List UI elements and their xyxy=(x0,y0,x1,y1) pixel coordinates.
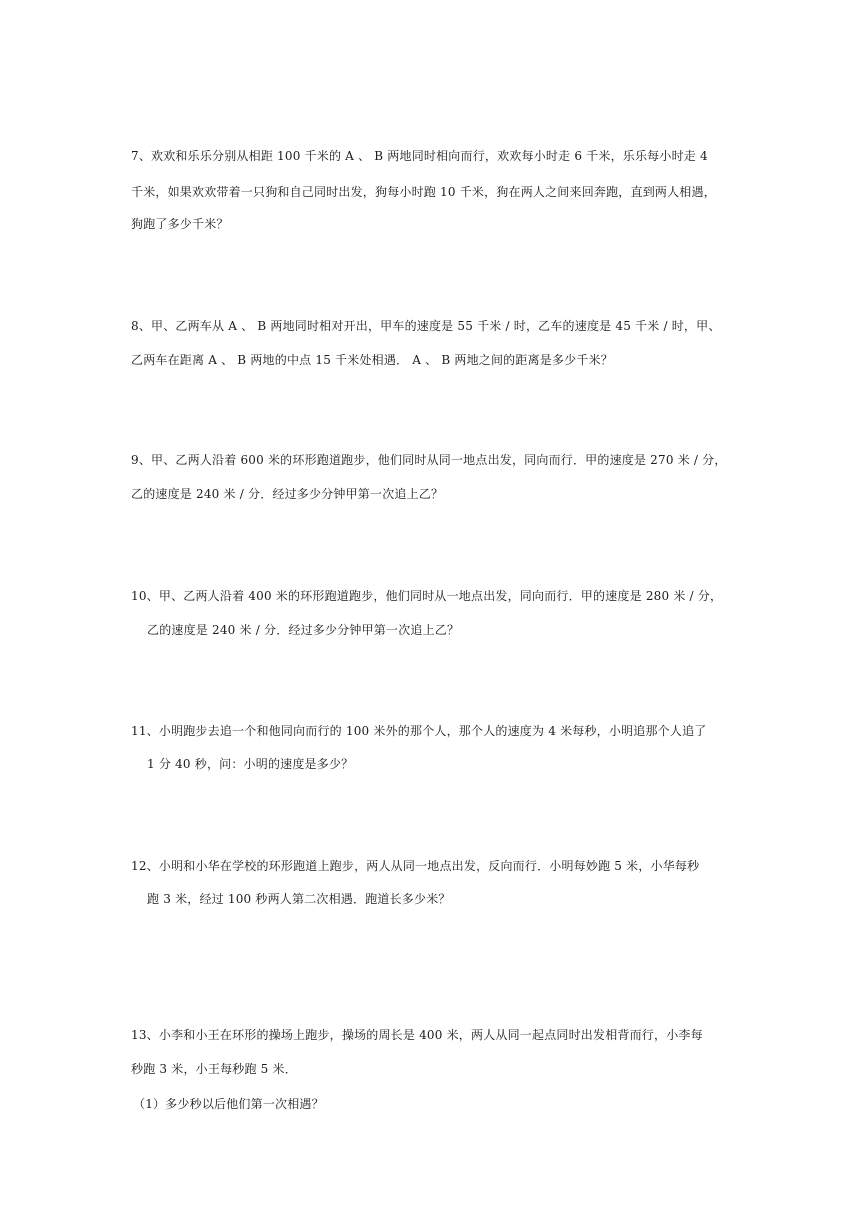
problem-13-line-1: 13、小李和小王在环形的操场上跑步，操场的周长是 400 米，两人从同一起点同时出发相背而行，小李每 xyxy=(131,1028,703,1042)
problem-10-line-2: 乙的速度是 240 米 / 分．经过多少分钟甲第一次追上乙？ xyxy=(147,623,460,637)
problem-12-line-1: 12、小明和小华在学校的环形跑道上跑步，两人从同一地点出发，反向而行．小明每妙跑 5 米，小华每秒 xyxy=(131,859,700,873)
problem-9-line-1: 9、甲、乙两人沿着 600 米的环形跑道跑步，他们同时从同一地点出发，同向而行．甲的速度是 270 米 / 分， xyxy=(131,453,727,467)
problem-11-line-2: 1 分 40 秒，问：小明的速度是多少？ xyxy=(147,757,354,771)
problem-8-line-2: 乙两车在距离 A 、 B 两地的中点 15 千米处相遇． A 、 B 两地之间的距离是多少千米？ xyxy=(131,353,613,367)
problem-7-line-3: 狗跑了多少千米？ xyxy=(131,217,229,231)
problem-11-line-1: 11、小明跑步去追一个和他同向而行的 100 米外的那个人，那个人的速度为 4 米每秒，小明追那个人追了 xyxy=(131,724,707,738)
problem-8-line-1: 8、甲、乙两车从 A 、 B 两地同时相对开出，甲车的速度是 55 千米 / 时，乙车的速度是 45 千米 / 时，甲、 xyxy=(131,319,721,333)
problem-7-line-1: 7、欢欢和乐乐分别从相距 100 千米的 A 、 B 两地同时相向而行，欢欢每小时走 6 千米，乐乐每小时走 4 xyxy=(131,149,708,163)
problem-13-subquestion-1: （1）多少秒以后他们第一次相遇？ xyxy=(133,1097,324,1111)
problem-9-line-2: 乙的速度是 240 米 / 分．经过多少分钟甲第一次追上乙？ xyxy=(131,487,444,501)
problem-12-line-2: 跑 3 米，经过 100 秒两人第二次相遇．跑道长多少米？ xyxy=(147,892,451,906)
problem-7-line-2: 千米，如果欢欢带着一只狗和自己同时出发，狗每小时跑 10 千米，狗在两人之间来回奔跑，直到两人相遇， xyxy=(131,185,716,199)
problem-13-line-2: 秒跑 3 米，小王每秒跑 5 米． xyxy=(131,1062,297,1076)
problem-10-line-1: 10、甲、乙两人沿着 400 米的环形跑道跑步，他们同时从一地点出发，同向而行．甲的速度是 280 米 / 分， xyxy=(131,589,723,603)
